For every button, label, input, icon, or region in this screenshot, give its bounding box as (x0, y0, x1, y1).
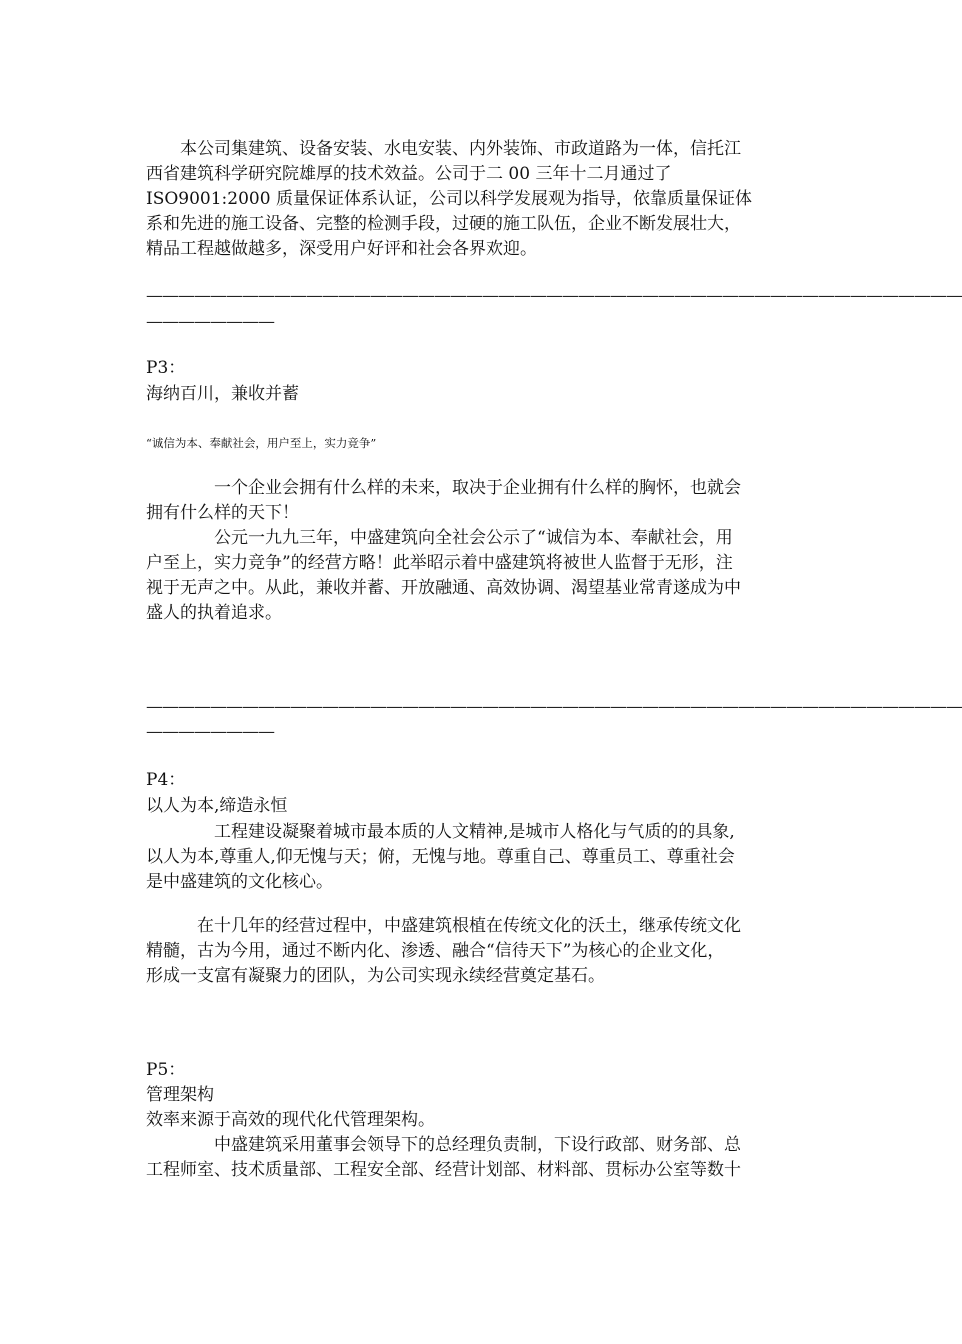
section-p3-motto: “诚信为本、奉献社会，用户至上，实力竞争” (146, 436, 377, 450)
divider-line-tail: ———————— (146, 722, 274, 742)
section-p4-title: 以人为本,缔造永恒 (146, 796, 288, 816)
text-line: 中盛建筑采用董事会领导下的总经理负责制，下设行政部、财务部、总 (146, 1135, 741, 1155)
text-line: 是中盛建筑的文化核心。 (146, 872, 333, 892)
text-line: ISO9001:2000 质量保证体系认证，公司以科学发展观为指导，依靠质量保证体 (146, 189, 752, 209)
text-line: 西省建筑科学研究院雄厚的技术效益。公司于二 00 三年十二月通过了 (146, 164, 672, 184)
section-p5-title: 管理架构 (146, 1085, 214, 1105)
text-line: 工程师室、技术质量部、工程安全部、经营计划部、材料部、贯标办公室等数十 (146, 1160, 741, 1180)
section-p3-paragraph-1 (146, 476, 806, 526)
section-p3-paragraph-2 (146, 526, 806, 626)
section-p5-subtitle: 效率来源于高效的现代化代管理架构。 (146, 1110, 435, 1130)
text-line: 一个企业会拥有什么样的未来，取决于企业拥有什么样的胸怀，也就会 (146, 478, 741, 498)
text-line: 本公司集建筑、设备安装、水电安装、内外装饰、市政道路为一体，信托江 (146, 139, 741, 159)
text-line: 以人为本,尊重人,仰无愧与天；俯，无愧与地。尊重自己、尊重员工、尊重社会 (146, 847, 735, 867)
text-line: 盛人的执着追求。 (146, 603, 282, 623)
divider-line-tail: ———————— (146, 312, 274, 332)
section-p5-label: P5： (146, 1060, 186, 1080)
text-line: 公元一九九三年，中盛建筑向全社会公示了“诚信为本、奉献社会，用 (146, 528, 733, 548)
section-p3-title: 海纳百川，兼收并蓄 (146, 384, 299, 404)
section-p4-paragraph-2 (146, 914, 806, 989)
text-line: 形成一支富有凝聚力的团队，为公司实现永续经营奠定基石。 (146, 966, 605, 986)
text-line: 户至上，实力竞争”的经营方略！此举昭示着中盛建筑将被世人监督于无形，注 (146, 553, 733, 573)
section-p5-paragraph-1 (146, 1133, 806, 1183)
divider-line: ——————————————————————————————————————————————————— (146, 697, 962, 717)
text-line: 系和先进的施工设备、完整的检测手段，过硬的施工队伍，企业不断发展壮大， (146, 214, 741, 234)
section-p4-paragraph-1 (146, 820, 806, 895)
text-line: 工程建设凝聚着城市最本质的人文精神,是城市人格化与气质的的具象, (146, 822, 735, 842)
divider-line: ——————————————————————————————————————————————————— (146, 286, 962, 306)
text-line: 在十几年的经营过程中，中盛建筑根植在传统文化的沃土，继承传统文化 (146, 916, 741, 936)
section-p4-label: P4： (146, 770, 186, 790)
text-line: 拥有什么样的天下！ (146, 503, 299, 523)
text-line: 精品工程越做越多，深受用户好评和社会各界欢迎。 (146, 239, 537, 259)
intro-paragraph (146, 137, 806, 262)
section-p3-label: P3： (146, 358, 186, 378)
text-line: 视于无声之中。从此，兼收并蓄、开放融通、高效协调、渴望基业常青遂成为中 (146, 578, 741, 598)
text-line: 精髓，古为今用，通过不断内化、渗透、融合“信待天下”为核心的企业文化， (146, 941, 725, 961)
